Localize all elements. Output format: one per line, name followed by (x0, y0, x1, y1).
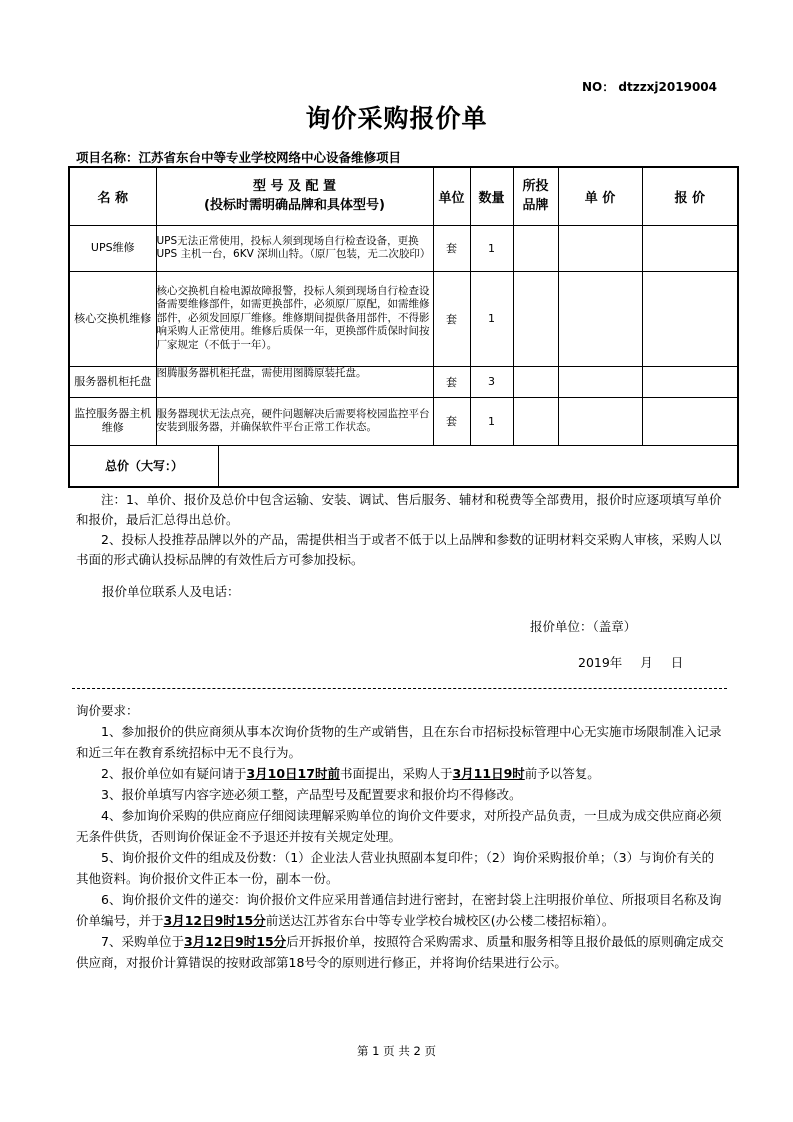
row-description: 核心交换机自检电源故障报警，投标人须到现场自行检查设备需要维修部件，如需更换部件，必须原厂原配，如需维修部件，必须发回原厂维修。维修期间提供备用部件，不得影响采购人正常使用。维修后质保一年，更换部件质保时间按厂家规定（不低于一年）。 (156, 271, 433, 366)
req2-deadline-answer: 3月11日9时 (452, 766, 525, 781)
inquiry-requirements (76, 700, 726, 973)
header-unit-price: 单 价 (558, 167, 642, 225)
row-amount-cell[interactable] (642, 366, 738, 397)
row-qty: 1 (470, 271, 513, 366)
requirements-heading: 询价要求： (76, 703, 139, 718)
row-brand-cell[interactable] (513, 225, 558, 271)
date-year: 2019年 (578, 655, 623, 670)
row-name: 服务器机柜托盘 (69, 366, 156, 397)
row-amount-cell[interactable] (642, 271, 738, 366)
row-description: UPS无法正常使用，投标人须到现场自行检查设备，更换 UPS 主机一台，6KV 深圳山特。（原厂包装，无二次胶印） (156, 225, 433, 271)
req6-text-b: 前送达江苏省东台中等专业学校台城校区(办公楼二楼招标箱）。 (265, 913, 615, 928)
row-name: 核心交换机维修 (69, 271, 156, 366)
row-qty: 1 (470, 225, 513, 271)
contact-label: 报价单位联系人及电话： (102, 584, 240, 599)
dashed-divider (72, 688, 727, 689)
date-line (578, 653, 683, 671)
date-day: 日 (670, 655, 684, 670)
table-row (69, 397, 738, 445)
table-header-row (69, 167, 738, 225)
req2-text-b: 书面提出，采购人于 (339, 766, 453, 781)
notes (76, 490, 726, 570)
requirement-6 (76, 889, 726, 931)
req7-text-b: 后开拆报价单，按照符合采购需求、质量和服务相等且报价最低的原则确定成交供应商，对报价计算错误的按财政部第18号令的原则进行修正，并将询价结果进行公示。 (76, 934, 724, 970)
row-name: UPS维修 (69, 225, 156, 271)
total-amount-field[interactable] (219, 446, 433, 486)
page-footer: 第 1 页 共 2 页 (357, 1044, 436, 1058)
header-amount: 报 价 (642, 167, 738, 225)
row-unit-price-cell[interactable] (558, 397, 642, 445)
quotation-table (68, 166, 739, 488)
row-description: 服务器现状无法点亮，硬件问题解决后需要将校园监控平台安装到服务器，并确保软件平台正常工作状态。 (156, 397, 433, 445)
row-unit: 套 (433, 366, 470, 397)
table-row (69, 366, 738, 397)
header-model-line1: 型 号 及 配 置 (252, 179, 337, 195)
row-unit-price-cell[interactable] (558, 271, 642, 366)
row-brand-cell[interactable] (513, 366, 558, 397)
req6-deadline: 3月12日9时15分 (163, 913, 266, 928)
total-row (69, 445, 738, 487)
requirement-4: 4、参加询价采购的供应商应仔细阅读理解采购单位的询价文件要求，对所投产品负责，一旦成为成交供应商必须无条件供货，否则询价保证金不予退还并按有关规定处理。 (76, 808, 722, 844)
table-row (69, 271, 738, 366)
requirement-3: 3、报价单填写内容字迹必须工整，产品型号及配置要求和报价均不得修改。 (101, 787, 522, 802)
total-amount-blank[interactable] (433, 445, 738, 487)
seal-label: 报价单位：（盖章） (530, 619, 637, 634)
row-qty: 3 (470, 366, 513, 397)
requirement-1: 1、参加报价的供应商须从事本次询价货物的生产或销售，且在东台市招标投标管理中心无实施市场限制准入记录和近三年在教育系统招标中无不良行为。 (76, 724, 722, 760)
header-model-line2: (投标时需明确品牌和具体型号) (204, 198, 385, 214)
header-qty: 数量 (470, 167, 513, 225)
document-number: NO： dtzzxj2019004 (581, 80, 717, 94)
table-row (69, 225, 738, 271)
row-unit-price-cell[interactable] (558, 366, 642, 397)
row-brand-cell[interactable] (513, 397, 558, 445)
req2-deadline-question: 3月10日17时前 (246, 766, 340, 781)
date-month: 月 (640, 655, 653, 670)
note-2: 2、投标人投推荐品牌以外的产品，需提供相当于或者不低于以上品牌和参数的证明材料交采购人审核，采购人以书面的形式确认投标品牌的有效性后方可参加投标。 (76, 532, 722, 567)
req2-text-c: 前予以答复。 (524, 766, 600, 781)
requirement-2 (76, 763, 726, 784)
header-model (156, 167, 433, 225)
req6-text-a: 6、询价报价文件的递交：询价报价文件应采用普通信封进行密封，在密封袋上注明报价单位、所报项目名称及询价单编号，并于 (76, 892, 722, 928)
header-unit: 单位 (433, 167, 470, 225)
row-name: 监控服务器主机维修 (69, 397, 156, 445)
header-brand-line1: 所投 (522, 179, 549, 195)
total-label: 总价（大写：） (70, 446, 219, 486)
header-brand (513, 167, 558, 225)
header-brand-line2: 品牌 (522, 198, 549, 214)
requirement-5: 5、询价报价文件的组成及份数：（1）企业法人营业执照副本复印件；（2）询价采购报价单；（3）与询价有关的其他资料。询价报价文件正本一份，副本一份。 (76, 850, 715, 886)
req7-text-a: 7、采购单位于 (101, 934, 184, 949)
row-qty: 1 (470, 397, 513, 445)
req7-opening-time: 3月12日9时15分 (183, 934, 287, 949)
note-1: 注：1、单价、报价及总价中包含运输、安装、调试、售后服务、辅材和税费等全部费用，报价时应逐项填写单价和报价，最后汇总得出总价。 (76, 492, 722, 527)
page-title: 询价采购报价单 (305, 104, 488, 133)
requirement-7 (76, 931, 726, 973)
total-cell (69, 445, 433, 487)
row-brand-cell[interactable] (513, 271, 558, 366)
project-name: 项目名称：江苏省东台中等专业学校网络中心设备维修项目 (76, 150, 402, 165)
row-amount-cell[interactable] (642, 225, 738, 271)
row-unit: 套 (433, 271, 470, 366)
row-unit-price-cell[interactable] (558, 225, 642, 271)
header-name: 名 称 (69, 167, 156, 225)
row-unit: 套 (433, 225, 470, 271)
row-description: 图腾服务器机柜托盘，需使用图腾原装托盘。 (156, 366, 433, 397)
row-unit: 套 (433, 397, 470, 445)
row-amount-cell[interactable] (642, 397, 738, 445)
req2-text-a: 2、报价单位如有疑问请于 (101, 766, 247, 781)
